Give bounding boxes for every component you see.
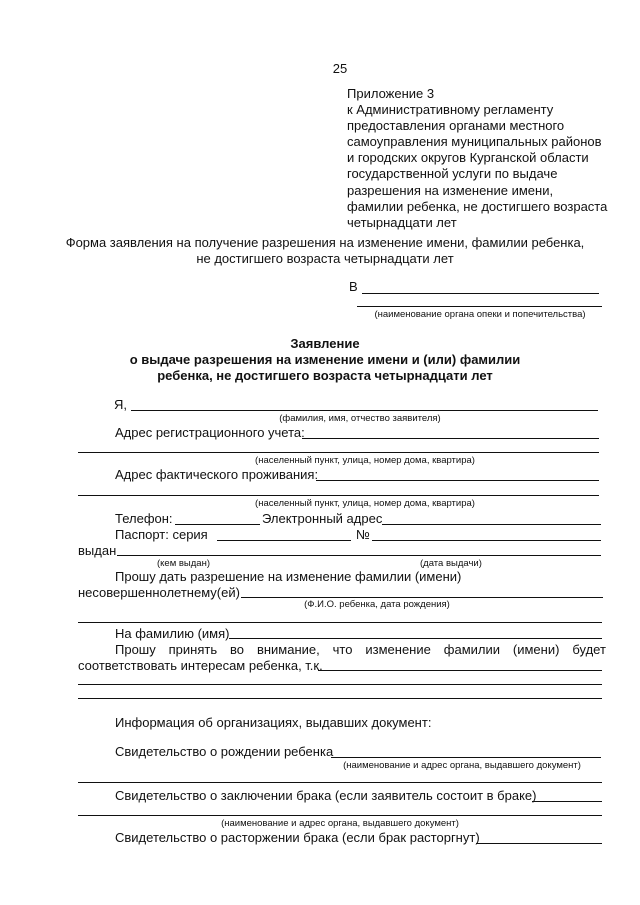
issued-label: выдан [78, 543, 117, 558]
appendix-line: разрешения на изменение имени, [347, 182, 554, 198]
fact-address-field-line-2[interactable] [78, 495, 599, 496]
marriage-certificate-field[interactable] [532, 801, 602, 802]
applicant-label: Я, [114, 397, 127, 412]
birth-certificate-field-line-2[interactable] [78, 782, 602, 783]
application-heading: Заявление [290, 336, 360, 351]
page-number: 25 [332, 61, 348, 76]
divorce-certificate-field[interactable] [476, 843, 602, 844]
appendix-line: фамилии ребенка, не достигшего возраста [347, 198, 608, 214]
email-label: Электронный адрес [262, 511, 383, 526]
addressee-caption: (наименование органа опеки и попечительства) [374, 309, 586, 320]
appendix-line: государственной услуги по выдаче [347, 166, 558, 182]
marriage-certificate-field-line-2[interactable] [78, 815, 602, 816]
application-subheading-1: о выдаче разрешения на изменение имени и (или) фамилии [129, 352, 521, 367]
appendix-block [347, 86, 607, 231]
request-line-2: несовершеннолетнему(ей) [78, 585, 240, 600]
consider-line-1 [115, 643, 606, 657]
child-field-line-2[interactable] [78, 622, 602, 623]
passport-number-field[interactable] [372, 540, 601, 541]
reason-field-line-3[interactable] [78, 698, 602, 699]
consider-word: будет [572, 642, 606, 657]
appendix-title: Приложение 3 [347, 86, 435, 101]
reg-address-field[interactable] [302, 438, 599, 439]
divorce-certificate-label: Свидетельство о расторжении брака (если брак расторгнут) [115, 830, 480, 845]
applicant-name-field[interactable] [131, 410, 598, 411]
appendix-line: и городских округов Курганской области [347, 150, 589, 166]
child-caption: (Ф.И.О. ребенка, дата рождения) [304, 599, 450, 610]
consider-word: что [332, 642, 353, 657]
request-line-1: Прошу дать разрешение на изменение фамилии (имени) [115, 569, 462, 584]
passport-series-field[interactable] [217, 540, 351, 541]
birth-certificate-field[interactable] [331, 757, 601, 758]
consider-word: фамилии [443, 642, 500, 657]
reason-field[interactable] [318, 670, 602, 671]
applicant-name-caption: (фамилия, имя, отчество заявителя) [279, 413, 441, 424]
addressee-field-line-2[interactable] [357, 306, 602, 307]
reg-address-field-line-2[interactable] [78, 452, 599, 453]
addressee-field[interactable] [362, 293, 599, 294]
appendix-line: предоставления органами местного [347, 118, 565, 134]
passport-number-label: № [356, 527, 370, 542]
addressee-prefix: В [349, 279, 358, 294]
consider-word: (имени) [512, 642, 560, 657]
appendix-line: четырнадцати лет [347, 214, 457, 230]
birth-certificate-label: Свидетельство о рождении ребенка [115, 744, 334, 759]
form-title-line-1: Форма заявления на получение разрешения на изменение имени, фамилии ребенка, [65, 235, 585, 250]
new-name-label: На фамилию (имя) [115, 626, 230, 641]
new-name-field[interactable] [229, 638, 602, 639]
passport-series-label: Паспорт: серия [115, 527, 208, 542]
issue-date-caption: (дата выдачи) [420, 558, 482, 569]
reason-field-line-2[interactable] [78, 684, 602, 685]
email-field[interactable] [382, 524, 601, 525]
fact-address-field[interactable] [316, 480, 599, 481]
marriage-certificate-caption: (наименование и адрес органа, выдавшего документ) [221, 818, 459, 829]
appendix-line: самоуправления муниципальных районов [347, 134, 602, 150]
fact-address-caption: (населенный пункт, улица, номер дома, квартира) [255, 498, 475, 509]
consider-word: Прошу [115, 642, 156, 657]
reg-address-caption: (населенный пункт, улица, номер дома, квартира) [255, 455, 475, 466]
consider-word: во [230, 642, 245, 657]
consider-line-2: соответствовать интересам ребенка, т.к. [78, 658, 323, 673]
appendix-line: к Административному регламенту [347, 102, 554, 118]
consider-word: принять [168, 642, 218, 657]
child-field[interactable] [241, 597, 603, 598]
issued-by-field[interactable] [117, 555, 601, 556]
consider-word: изменение [365, 642, 431, 657]
birth-certificate-caption: (наименование и адрес органа, выдавшего документ) [343, 760, 581, 771]
form-title-line-2: не достигшего возраста четырнадцати лет [196, 251, 454, 266]
marriage-certificate-label: Свидетельство о заключении брака (если заявитель состоит в браке) [115, 788, 537, 803]
fact-address-label: Адрес фактического проживания: [115, 467, 319, 482]
issued-by-caption: (кем выдан) [157, 558, 210, 569]
phone-field[interactable] [175, 524, 260, 525]
reg-address-label: Адрес регистрационного учета: [115, 425, 305, 440]
info-heading: Информация об организациях, выдавших документ: [115, 715, 432, 730]
phone-label: Телефон: [115, 511, 173, 526]
application-subheading-2: ребенка, не достигшего возраста четырнадцати лет [157, 368, 493, 383]
consider-word: внимание, [256, 642, 320, 657]
